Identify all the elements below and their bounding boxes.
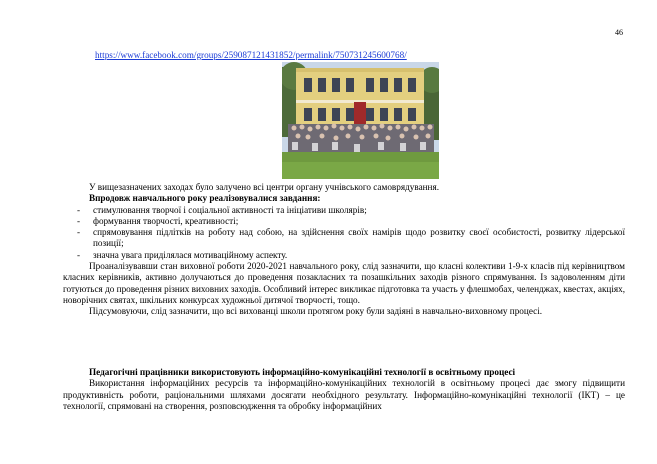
facebook-link[interactable]: https://www.facebook.com/groups/259087121431852/permalink/750731245600768/ bbox=[95, 50, 407, 60]
paragraph-1: У вищезазначених заходах було залучено всі центри органу учнівського самоврядування. bbox=[89, 182, 439, 192]
school-building-illustration bbox=[282, 62, 439, 179]
tasks-heading: Впродовж навчального року реалізовувалися завдання: bbox=[89, 193, 321, 204]
body-text-lower bbox=[63, 367, 625, 412]
task-item: - значна увага приділялася мотиваційному аспекту. bbox=[77, 249, 288, 260]
section-heading: Педагогічні працівники використовують інформаційно-комунікаційні технології в освітньому процесі bbox=[89, 367, 516, 377]
link-line bbox=[95, 50, 407, 60]
page-number: 46 bbox=[615, 28, 623, 37]
task-item: - формування творчості, креативності; bbox=[77, 215, 239, 226]
body-text-upper bbox=[63, 182, 625, 318]
task-item: - стимулювання творчої і соціальної активності та ініціативи школярів; bbox=[77, 204, 367, 215]
paragraph-4: Використання інформаційних ресурсів та інформаційно-комунікаційних технологій в освітньому процесі дає змогу підвищити продуктивність роботи, раціональними шляхами досягати необхідного результату. Інформаційно-комунікаційні технології (ІКТ) – це технології, спрямовані на створення, розповсюдження та обробку інформаційних bbox=[63, 378, 625, 411]
task-item: - спрямовування підлітків на роботу над собою, на здійснення своїх намірів щодо розвитку своєї особистості, розвитку лідерської позиції; bbox=[77, 227, 625, 249]
school-photo bbox=[282, 62, 439, 179]
paragraph-3: Підсумовуючи, слід зазначити, що всі вихованці школи протягом року були задіяні в навчально-виховному процесі. bbox=[89, 306, 543, 317]
paragraph-2: Проаналізувавши стан виховної роботи 2020-2021 навчального року, слід зазначити, що класні колективи 1-9-х класів під керівництвом класних керівників, активно долучаються до проведення позакласних та позашкільних заходів різного спрямування. Із задоволенням діти готуються до проведення різних виховних заходів. Особливий інтерес викликає підготовка та участь у флешмобах, челенджах, квестах, акціях, новорічних святах, шкільних конкурсах художньої дитячої творчості, тощо. bbox=[63, 261, 625, 305]
